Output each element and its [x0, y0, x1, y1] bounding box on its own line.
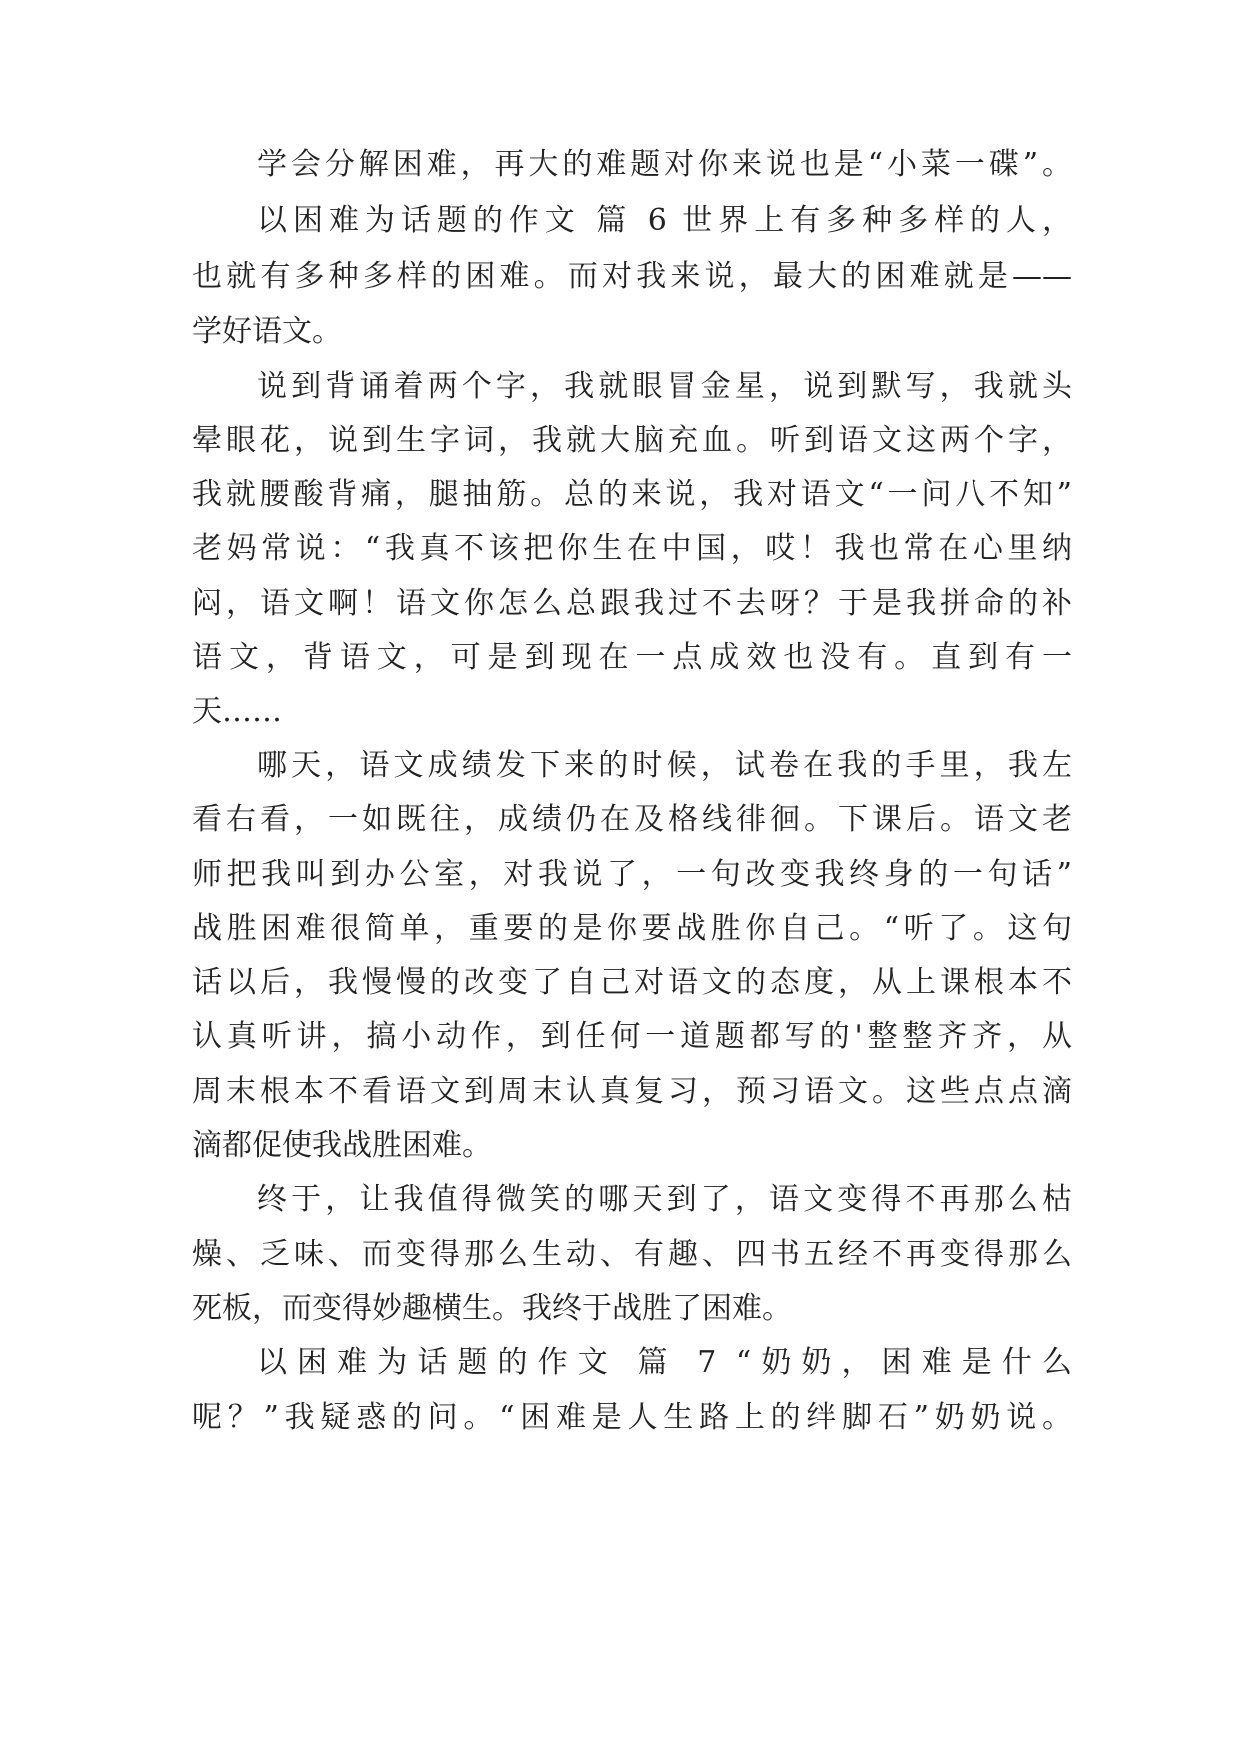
text-line: 也就有多种多样的困难。而对我来说，最大的困难就是—— — [192, 259, 1072, 294]
text-line: 以困难为话题的作文 篇 7 “奶奶，困难是什么 — [257, 1345, 1072, 1380]
text-line: 闷，语文啊！语文你怎么总跟我过不去呀？于是我拼命的补 — [192, 586, 1072, 621]
text-line: 燥、乏味、而变得那么生动、有趣、四书五经不再变得那么 — [192, 1237, 1072, 1272]
text-line: 说到背诵着两个字，我就眼冒金星，说到默写，我就头 — [257, 369, 1072, 404]
text-line: 呢？”我疑惑的问。“困难是人生路上的绊脚石”奶奶说。 — [192, 1400, 1072, 1435]
text-line: 话以后，我慢慢的改变了自己对语文的态度，从上课根本不 — [192, 965, 1072, 1000]
text-line: 死板，而变得妙趣横生。我终于战胜了困难。 — [192, 1291, 792, 1326]
text-line: 周末根本不看语文到周末认真复习，预习语文。这些点点滴 — [192, 1074, 1072, 1109]
text-line: 以困难为话题的作文 篇 6 世界上有多种多样的人， — [257, 203, 1072, 238]
text-line: 师把我叫到办公室，对我说了，一句改变我终身的一句话” — [192, 857, 1072, 892]
text-line: 认真听讲，搞小动作，到任何一道题都写的'整整齐齐，从 — [192, 1019, 1072, 1054]
text-line: 学好语文。 — [192, 314, 342, 349]
text-line: 我就腰酸背痛，腿抽筋。总的来说，我对语文“一问八不知” — [192, 477, 1072, 512]
text-line: 学会分解困难，再大的难题对你来说也是“小菜一碟”。 — [257, 147, 1072, 182]
text-line: 滴都促使我战胜困难。 — [192, 1128, 492, 1163]
text-line: 战胜困难很简单，重要的是你要战胜你自己。“听了。这句 — [192, 911, 1072, 946]
text-line: 晕眼花，说到生字词，我就大脑充血。听到语文这两个字， — [192, 423, 1072, 458]
text-line: 天…… — [192, 694, 282, 729]
text-line: 哪天，语文成绩发下来的时候，试卷在我的手里，我左 — [257, 748, 1072, 783]
text-line: 老妈常说：“我真不该把你生在中国，哎！我也常在心里纳 — [192, 531, 1072, 566]
text-line: 终于，让我值得微笑的哪天到了，语文变得不再那么枯 — [257, 1182, 1072, 1217]
text-line: 看右看，一如既往，成绩仍在及格线徘徊。下课后。语文老 — [192, 802, 1072, 837]
text-line: 语文，背语文，可是到现在一点成效也没有。直到有一 — [192, 640, 1072, 675]
